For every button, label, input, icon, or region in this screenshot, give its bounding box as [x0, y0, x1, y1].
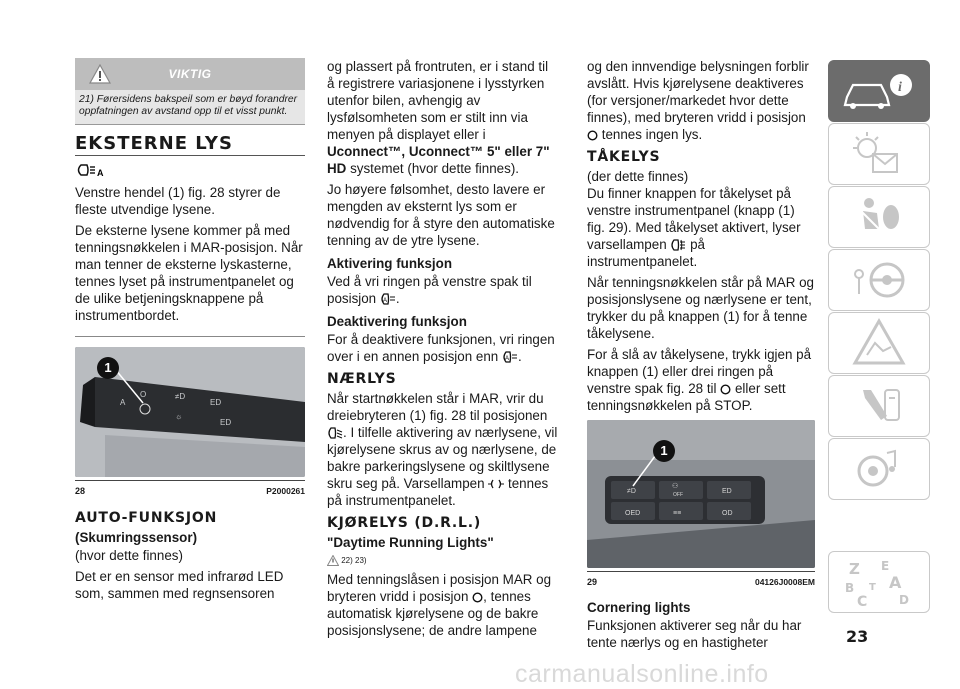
figure-caption	[75, 480, 305, 500]
svg-text:ED: ED	[210, 398, 222, 407]
index-letter: C	[857, 594, 868, 610]
heading-dipped-beam: NÆRLYS	[327, 371, 397, 387]
paragraph	[327, 58, 559, 177]
page-number: 23	[846, 627, 869, 646]
note-header	[75, 58, 305, 90]
svg-text:A: A	[97, 168, 104, 178]
paragraph	[587, 346, 815, 414]
uconnect-label: Uconnect™, Uconnect™ 5" eller 7" HD	[327, 144, 550, 176]
text-span: systemet (hvor dette finnes).	[346, 161, 520, 176]
figure-number: 29	[587, 577, 598, 587]
column-3	[587, 58, 815, 655]
tab-vehicle-info[interactable]	[828, 60, 930, 122]
text-span: tennes ingen lys.	[598, 127, 703, 142]
fog-button-photo	[587, 420, 815, 568]
paragraph	[327, 390, 559, 509]
dipped-beam-icon	[327, 427, 343, 439]
warning-triangle-icon	[327, 555, 339, 566]
tab-emergency[interactable]	[828, 312, 930, 374]
important-note	[75, 58, 305, 125]
warning-triangle-icon	[829, 313, 929, 373]
index-letter: D	[899, 593, 909, 607]
heading-fog-lights: TÅKELYS	[587, 149, 661, 165]
paragraph: (hvor dette finnes)	[75, 548, 183, 563]
paragraph: (der dette finnes)	[587, 169, 689, 184]
paragraph: Når tenningsnøkkelen står på MAR og posisjonslysene og nærlysene er tent, trykker du på knappen (1) for å tenne tåkelysene.	[587, 275, 815, 341]
index-letter: B	[845, 581, 855, 595]
svg-text:A: A	[382, 298, 387, 305]
stalk-photo	[75, 347, 305, 477]
paragraph	[327, 571, 559, 639]
tab-maintenance[interactable]	[828, 375, 930, 437]
svg-text:⚇: ⚇	[672, 483, 679, 490]
figure-28	[75, 336, 305, 500]
figure-code: P2000261	[266, 486, 305, 496]
svg-text:A: A	[504, 356, 509, 363]
position-light-icon	[488, 479, 504, 489]
tab-safety[interactable]	[828, 186, 930, 248]
steering-wheel-icon	[829, 250, 929, 310]
heading-drl: KJØRELYS (D.R.L.)	[327, 515, 482, 531]
svg-text:ED: ED	[220, 418, 232, 427]
text-span: tennes på instrumentpanelet.	[327, 476, 549, 508]
text-span: For å deaktivere funksjonen, vri ringen over i en annen posisjon enn	[327, 332, 555, 364]
heading-auto-function: AUTO-FUNKSJON	[75, 510, 218, 526]
text-span: Du finner knappen for tåkelyset på venstre instrumentpanel (knapp (1) fig. 29). Med tåkelyset aktivert, lyser varsellampen	[587, 186, 801, 252]
svg-text:ED: ED	[722, 488, 732, 495]
text-span: , tennes automatisk kjørelysene og de bakre posisjonslysene; de andre lampene	[327, 589, 539, 638]
note-title: VIKTIG	[168, 66, 212, 81]
figure-code: 04126J0008EM	[754, 577, 815, 587]
heading-activation: Aktivering funksjon	[327, 256, 452, 271]
service-tools-icon	[829, 376, 929, 436]
text-span: Ved å vri ringen på venstre spak til posisjon	[327, 274, 532, 306]
index-letter: Z	[849, 560, 860, 578]
svg-text:O: O	[140, 390, 147, 399]
auto-headlight-icon	[75, 162, 109, 178]
text-span: og plassert på frontruten, er i stand til å registrere variasjonene i lysstyrken utenfor bilen, avhengig av lysfølsomheten som er stilt inn via menyen på displayet eller i	[327, 59, 549, 142]
tab-index[interactable]	[828, 551, 930, 613]
subheading-twilight-sensor: (Skumringssensor)	[75, 530, 198, 545]
drl-references	[327, 552, 559, 569]
svg-text:OED: OED	[625, 510, 641, 517]
heading-deactivation: Deaktivering funksjon	[327, 314, 467, 329]
svg-text:≠D: ≠D	[175, 392, 186, 401]
text-span: eller sett tenningsnøkkelen på STOP.	[587, 381, 786, 413]
tab-dashboard[interactable]	[828, 123, 930, 185]
off-label: OFF	[673, 492, 683, 498]
safety-airbag-icon	[829, 187, 929, 247]
svg-text:≠D: ≠D	[627, 488, 636, 495]
column-2	[327, 58, 559, 643]
note-body: 21) Førersidens bakspeil som er bøyd forandrer oppfatningen av avstand opp til et visst punkt.	[75, 90, 305, 125]
o-position-icon	[587, 130, 598, 141]
multimedia-icon	[829, 439, 929, 499]
text-span: Når startnøkkelen står i MAR, vrir du dreiebryteren (1) fig. 28 til posisjonen	[327, 391, 548, 423]
o-position-icon	[472, 592, 483, 603]
tab-multimedia[interactable]	[828, 438, 930, 500]
auto-light-icon-row	[75, 162, 305, 182]
svg-text:OD: OD	[722, 510, 733, 517]
tab-starting-driving[interactable]	[828, 249, 930, 311]
index-letter: A	[889, 573, 902, 592]
dashboard-warning-icon	[829, 124, 929, 184]
svg-text:≡≡: ≡≡	[673, 510, 682, 517]
callout-badge: 1	[97, 357, 119, 379]
o-position-icon	[720, 384, 731, 395]
index-letter: T	[869, 582, 876, 593]
car-info-icon	[829, 61, 929, 121]
figure-caption	[587, 571, 815, 591]
auto-light-icon	[502, 351, 518, 363]
paragraph: Funksjonen aktiverer seg når du har tente nærlys og en hastigheter	[587, 618, 802, 650]
text-span: Med tenningslåsen i posisjon MAR og bryteren vridd i posisjon	[327, 572, 552, 604]
paragraph: Ved å vri ringen på venstre spak til posisjon A .	[327, 274, 532, 306]
svg-text:☼: ☼	[175, 412, 183, 421]
text-span: . I tilfelle aktivering av nærlysene, vil kjørelysene skrus av og nærlysene, de bakre parkeringslysene og skiltlysene skru seg på. Varsellampen	[327, 425, 558, 491]
paragraph: Det er en sensor med infrarød LED som, sammen med regnsensoren	[75, 569, 284, 601]
paragraph: For å deaktivere funksjonen, vri ringen over i en annen posisjon enn A .	[327, 332, 555, 364]
svg-text:A: A	[120, 398, 126, 407]
heading-cornering-lights: Cornering lights	[587, 600, 691, 615]
paragraph: De eksterne lysene kommer på med tenningsnøkkelen i MAR-posisjon. Når man tenner de eksterne lyskasterne, tennes lyset på instrumentpanelet og de ulike betjeningsknappene på instrumentbordet.	[75, 223, 303, 323]
auto-light-icon	[380, 293, 396, 305]
svg-text:i: i	[898, 80, 902, 95]
figure-29	[587, 420, 815, 591]
index-letters-icon	[829, 552, 929, 612]
section-heading-exterior-lights: EKSTERNE LYS	[75, 135, 305, 156]
column-1	[75, 58, 305, 606]
text-span: og den innvendige belysningen forblir avslått. Hvis kjørelysene deaktiveres (for versjoner/markedet hvor dette finnes), med bryteren vridd i posisjon	[587, 59, 809, 125]
subheading-drl: "Daytime Running Lights"	[327, 535, 494, 550]
text-span: på instrumentpanelet.	[587, 237, 705, 269]
figure-number: 28	[75, 486, 86, 496]
reference-numbers: 22) 23)	[341, 556, 367, 565]
paragraph	[587, 185, 815, 270]
callout-badge: 1	[653, 440, 675, 462]
paragraph: Jo høyere følsomhet, desto lavere er mengden av eksternt lys som er nødvendig for å styre den automatiske tenning av de ytre lysene.	[327, 182, 555, 248]
index-letter: E	[881, 559, 890, 573]
fog-light-icon	[670, 239, 686, 251]
paragraph	[587, 58, 815, 143]
warning-triangle-icon	[89, 64, 111, 84]
fog-button-panel-image	[587, 420, 815, 568]
paragraph: Venstre hendel (1) fig. 28 styrer de fleste utvendige lysene.	[75, 185, 281, 217]
watermark: carmanualsonline.info	[515, 660, 769, 688]
text-span: For å slå av tåkelysene, trykk igjen på knappen (1) eller drei ringen på venstre spak fig. 28 til	[587, 347, 812, 396]
